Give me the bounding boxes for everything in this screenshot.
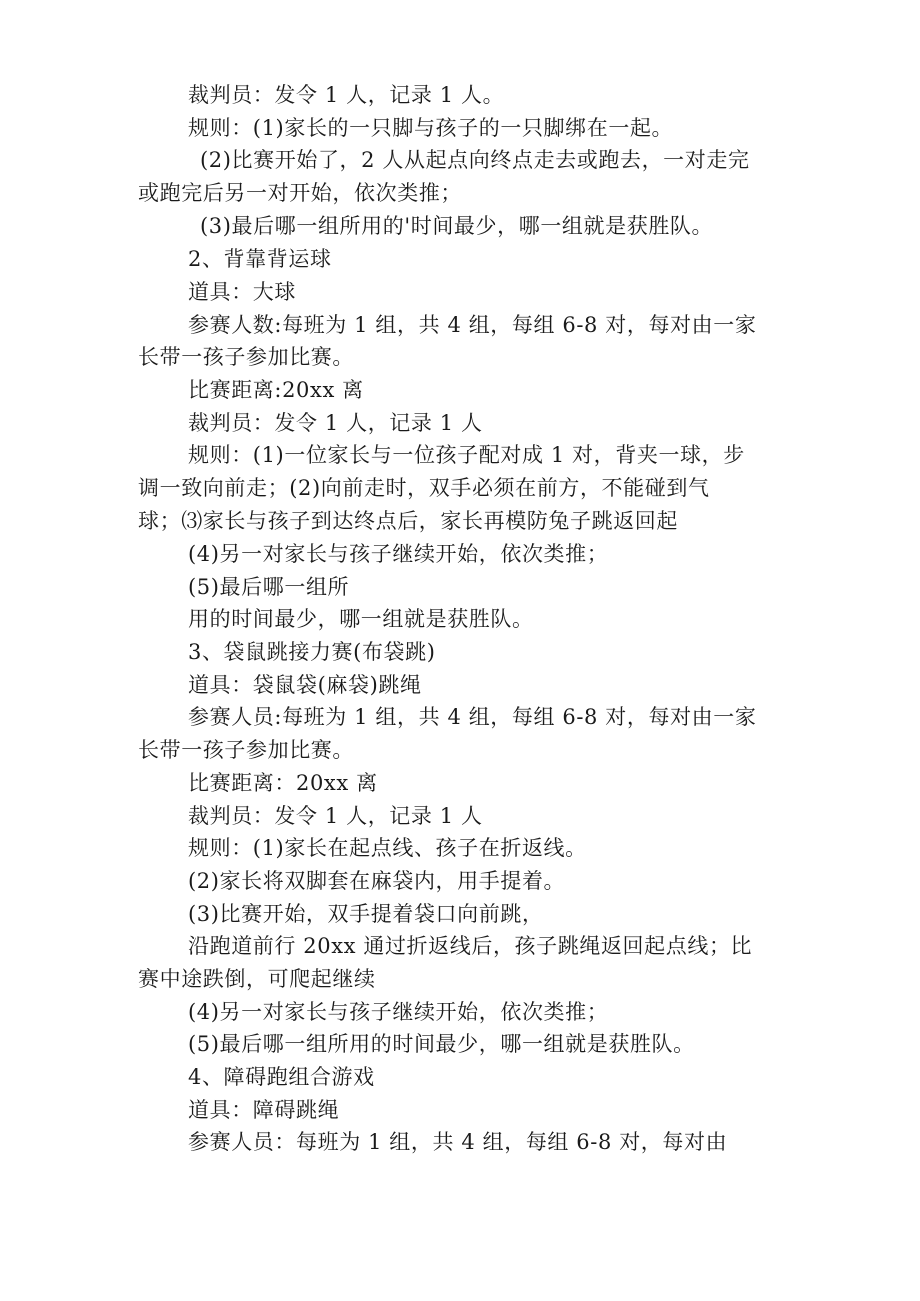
text-line: (4)另一对家长与孩子继续开始，依次类推； [188, 542, 609, 566]
text-line: 长带一孩子参加比赛。 [138, 738, 354, 762]
text-line: 长带一孩子参加比赛。 [138, 345, 354, 369]
text-line: (4)另一对家长与孩子继续开始，依次类推； [188, 1000, 609, 1024]
text-line: 或跑完后另一对开始，依次类推； [138, 181, 462, 205]
text-line: 裁判员：发令 1 人，记录 1 人。 [188, 83, 505, 107]
text-line: 调一致向前走；(2)向前走时，双手必须在前方，不能碰到气 [138, 476, 710, 500]
text-line: 沿跑道前行 20xx 通过折返线后，孩子跳绳返回起点线；比 [188, 934, 753, 958]
text-line: 赛中途跌倒，可爬起继续 [138, 967, 376, 991]
text-line: 规则：(1)一位家长与一位孩子配对成 1 对，背夹一球，步 [188, 443, 745, 467]
text-line: (3)最后哪一组所用的'时间最少，哪一组就是获胜队。 [200, 214, 714, 238]
text-line: 裁判员：发令 1 人，记录 1 人 [188, 411, 483, 435]
text-line: 裁判员：发令 1 人，记录 1 人 [188, 804, 483, 828]
text-line: (5)最后哪一组所用的时间最少，哪一组就是获胜队。 [188, 1032, 695, 1056]
text-line: 比赛距离:20xx 离 [188, 378, 364, 402]
section-heading: 3、袋鼠跳接力赛(布袋跳) [188, 640, 436, 664]
text-line: (3)比赛开始，双手提着袋口向前跳， [188, 902, 544, 926]
text-line: (2)比赛开始了，2 人从起点向终点走去或跑去，一对走完 [200, 148, 750, 172]
text-line: 球；⑶家长与孩子到达终点后，家长再模防兔子跳返回起 [138, 509, 678, 533]
text-line: 道具：袋鼠袋(麻袋)跳绳 [188, 673, 422, 697]
text-line: 规则：(1)家长在起点线、孩子在折返线。 [188, 836, 587, 860]
text-line: (2)家长将双脚套在麻袋内，用手提着。 [188, 869, 566, 893]
text-line: 道具：大球 [188, 280, 296, 304]
section-heading: 4、障碍跑组合游戏 [188, 1065, 375, 1089]
text-line: 参赛人数:每班为 1 组，共 4 组，每组 6-8 对，每对由一家 [188, 313, 757, 337]
text-line: (5)最后哪一组所 [188, 575, 350, 599]
text-line: 道具：障碍跳绳 [188, 1098, 340, 1122]
text-line: 参赛人员:每班为 1 组，共 4 组，每组 6-8 对，每对由一家 [188, 705, 757, 729]
section-heading: 2、背靠背运球 [188, 247, 332, 271]
text-line: 参赛人员：每班为 1 组，共 4 组，每组 6-8 对，每对由 [188, 1130, 728, 1154]
text-line: 用的时间最少，哪一组就是获胜队。 [188, 607, 534, 631]
text-line: 规则：(1)家长的一只脚与孩子的一只脚绑在一起。 [188, 116, 674, 140]
text-line: 比赛距离：20xx 离 [188, 771, 378, 795]
